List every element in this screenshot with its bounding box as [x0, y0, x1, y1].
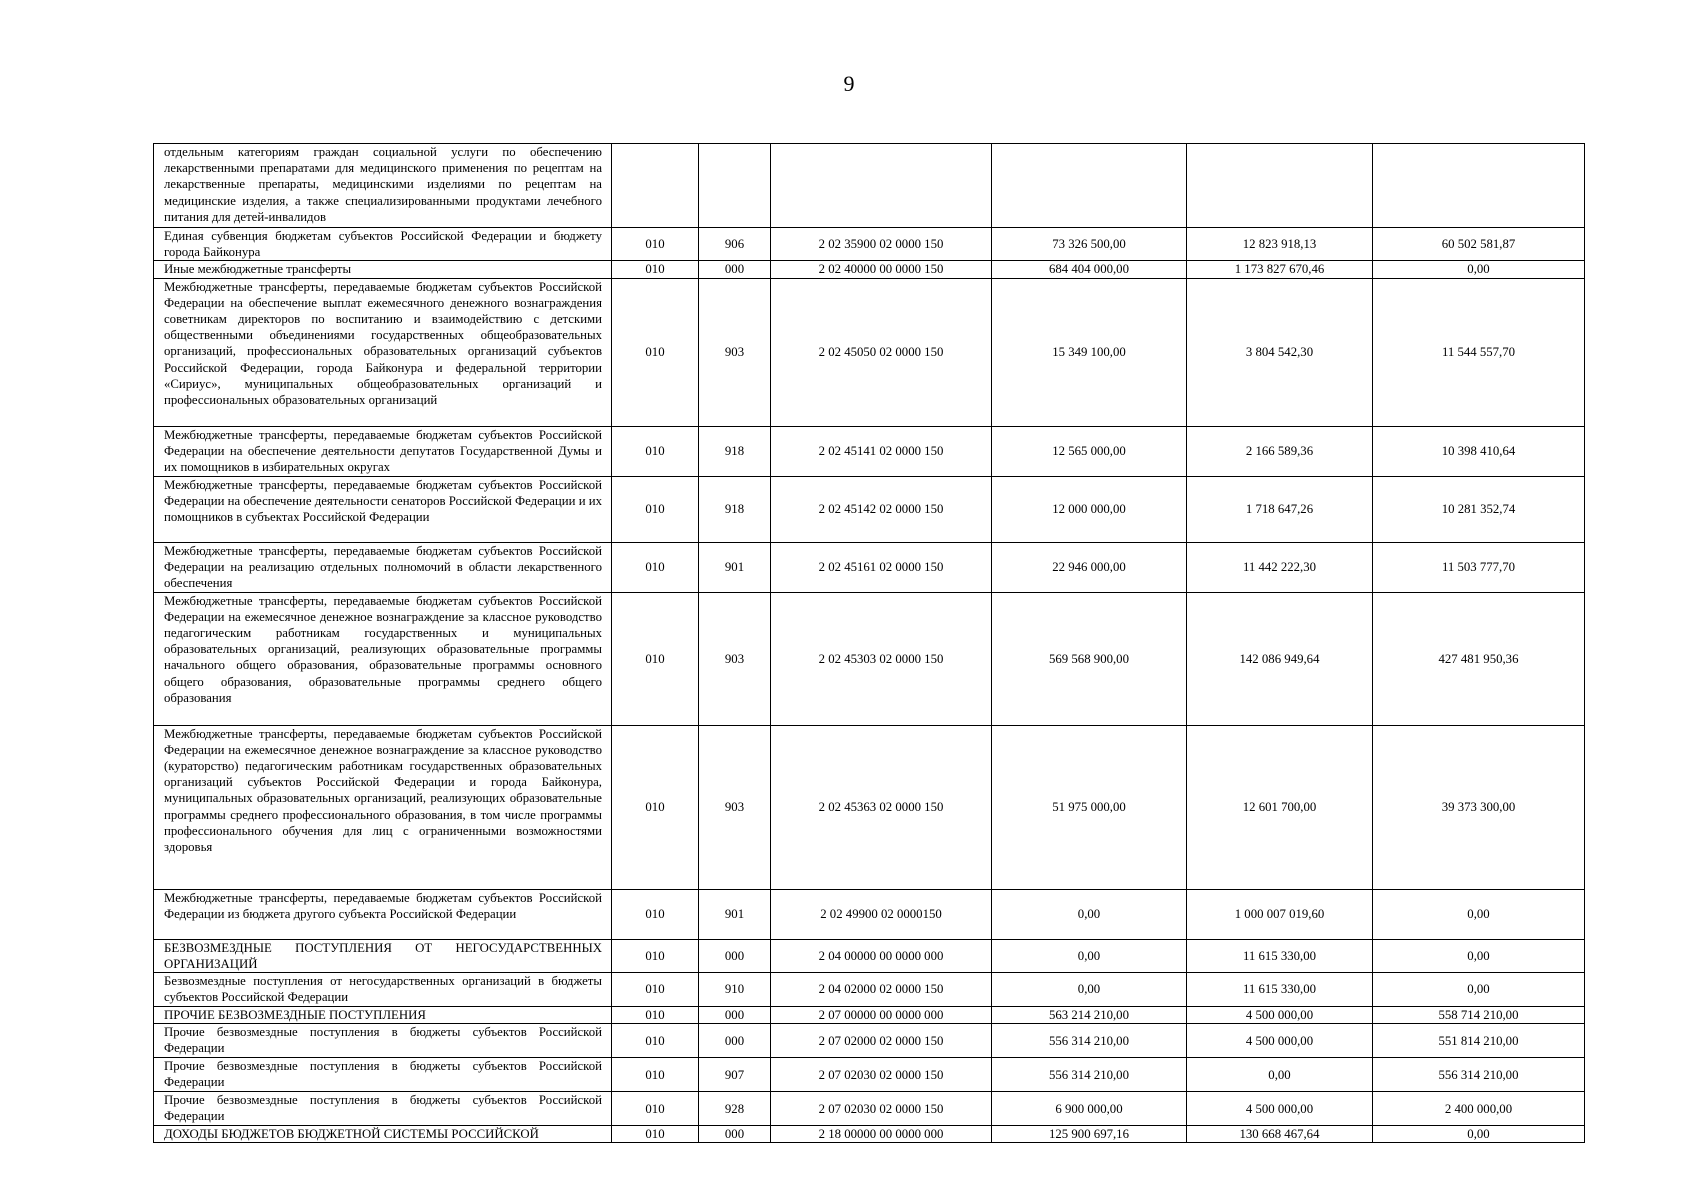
remainder-amount: 11 503 777,70 [1373, 542, 1585, 592]
remainder-amount: 60 502 581,87 [1373, 228, 1585, 261]
classifier-code: 000 [699, 1024, 771, 1058]
remainder-amount: 0,00 [1373, 889, 1585, 939]
executed-amount: 12 601 700,00 [1187, 725, 1373, 889]
row-description: Единая субвенция бюджетам субъектов Российской Федерации и бюджету города Байконура [154, 228, 612, 261]
row-description: БЕЗВОЗМЕЗДНЫЕ ПОСТУПЛЕНИЯ ОТ НЕГОСУДАРСТВЕННЫХ ОРГАНИЗАЦИЙ [154, 939, 612, 972]
remainder-amount: 551 814 210,00 [1373, 1024, 1585, 1058]
row-description: Безвозмездные поступления от негосударственных организаций в бюджеты субъектов Российской Федерации [154, 973, 612, 1007]
planned-amount: 556 314 210,00 [992, 1058, 1187, 1092]
classifier-code: 000 [699, 939, 771, 972]
admin-code: 010 [612, 1126, 699, 1143]
remainder-amount: 39 373 300,00 [1373, 725, 1585, 889]
remainder-amount: 10 281 352,74 [1373, 476, 1585, 542]
classifier-code: 903 [699, 725, 771, 889]
budget-code: 2 02 40000 00 0000 150 [771, 261, 992, 278]
admin-code: 010 [612, 426, 699, 476]
classifier-code: 918 [699, 426, 771, 476]
budget-code: 2 02 45050 02 0000 150 [771, 278, 992, 426]
table-row [154, 1126, 1585, 1143]
executed-amount: 3 804 542,30 [1187, 278, 1373, 426]
table-row [154, 725, 1585, 889]
executed-amount: 0,00 [1187, 1058, 1373, 1092]
planned-amount: 684 404 000,00 [992, 261, 1187, 278]
budget-code: 2 07 02000 02 0000 150 [771, 1024, 992, 1058]
planned-amount [992, 144, 1187, 228]
table-row [154, 144, 1585, 228]
table-row [154, 889, 1585, 939]
admin-code: 010 [612, 592, 699, 725]
admin-code [612, 144, 699, 228]
remainder-amount: 2 400 000,00 [1373, 1092, 1585, 1126]
classifier-code: 901 [699, 542, 771, 592]
classifier-code: 903 [699, 278, 771, 426]
classifier-code: 903 [699, 592, 771, 725]
remainder-amount: 11 544 557,70 [1373, 278, 1585, 426]
table-row [154, 426, 1585, 476]
classifier-code: 000 [699, 1126, 771, 1143]
remainder-amount: 10 398 410,64 [1373, 426, 1585, 476]
table-row [154, 1058, 1585, 1092]
planned-amount: 0,00 [992, 939, 1187, 972]
table-row [154, 1007, 1585, 1024]
remainder-amount: 0,00 [1373, 973, 1585, 1007]
remainder-amount: 556 314 210,00 [1373, 1058, 1585, 1092]
classifier-code [699, 144, 771, 228]
executed-amount [1187, 144, 1373, 228]
table-body [154, 144, 1585, 1143]
admin-code: 010 [612, 278, 699, 426]
planned-amount: 569 568 900,00 [992, 592, 1187, 725]
admin-code: 010 [612, 261, 699, 278]
budget-code: 2 02 45142 02 0000 150 [771, 476, 992, 542]
budget-code: 2 02 49900 02 0000150 [771, 889, 992, 939]
classifier-code: 907 [699, 1058, 771, 1092]
planned-amount: 73 326 500,00 [992, 228, 1187, 261]
planned-amount: 22 946 000,00 [992, 542, 1187, 592]
planned-amount: 15 349 100,00 [992, 278, 1187, 426]
executed-amount: 11 442 222,30 [1187, 542, 1373, 592]
budget-code: 2 18 00000 00 0000 000 [771, 1126, 992, 1143]
executed-amount: 11 615 330,00 [1187, 939, 1373, 972]
budget-revenue-table [153, 143, 1585, 1143]
executed-amount: 1 173 827 670,46 [1187, 261, 1373, 278]
executed-amount: 130 668 467,64 [1187, 1126, 1373, 1143]
classifier-code: 910 [699, 973, 771, 1007]
row-description: ДОХОДЫ БЮДЖЕТОВ БЮДЖЕТНОЙ СИСТЕМЫ РОССИЙСКОЙ [154, 1126, 612, 1143]
budget-code: 2 02 45303 02 0000 150 [771, 592, 992, 725]
executed-amount: 11 615 330,00 [1187, 973, 1373, 1007]
budget-code: 2 02 35900 02 0000 150 [771, 228, 992, 261]
budget-code: 2 07 02030 02 0000 150 [771, 1092, 992, 1126]
executed-amount: 1 000 007 019,60 [1187, 889, 1373, 939]
row-description: Межбюджетные трансферты, передаваемые бюджетам субъектов Российской Федерации на обеспечение деятельности депутатов Государственной Думы и их помощников в избирательных округах [154, 426, 612, 476]
executed-amount: 142 086 949,64 [1187, 592, 1373, 725]
table-row [154, 592, 1585, 725]
table-row [154, 261, 1585, 278]
page-number: 9 [843, 71, 855, 96]
row-description: Иные межбюджетные трансферты [154, 261, 612, 278]
admin-code: 010 [612, 1058, 699, 1092]
row-description: Межбюджетные трансферты, передаваемые бюджетам субъектов Российской Федерации на ежемесячное денежное вознаграждение за классное руководство (кураторство) педагогическим работникам государственных образовательных организаций субъектов Российской Федерации и города Байконура, муниципальных образовательных организаций, реализующих образовательные программы среднего профессионального образования, в том числе программы профессионального обучения для лиц с ограниченными возможностями здоровья [154, 725, 612, 889]
row-description: Межбюджетные трансферты, передаваемые бюджетам субъектов Российской Федерации из бюджета другого субъекта Российской Федерации [154, 889, 612, 939]
table-row [154, 278, 1585, 426]
executed-amount: 12 823 918,13 [1187, 228, 1373, 261]
admin-code: 010 [612, 228, 699, 261]
planned-amount: 0,00 [992, 973, 1187, 1007]
classifier-code: 918 [699, 476, 771, 542]
budget-code: 2 02 45363 02 0000 150 [771, 725, 992, 889]
classifier-code: 901 [699, 889, 771, 939]
planned-amount: 0,00 [992, 889, 1187, 939]
budget-code: 2 02 45161 02 0000 150 [771, 542, 992, 592]
remainder-amount: 558 714 210,00 [1373, 1007, 1585, 1024]
admin-code: 010 [612, 725, 699, 889]
budget-code [771, 144, 992, 228]
admin-code: 010 [612, 1092, 699, 1126]
row-description: ПРОЧИЕ БЕЗВОЗМЕЗДНЫЕ ПОСТУПЛЕНИЯ [154, 1007, 612, 1024]
executed-amount: 1 718 647,26 [1187, 476, 1373, 542]
admin-code: 010 [612, 889, 699, 939]
budget-code: 2 02 45141 02 0000 150 [771, 426, 992, 476]
admin-code: 010 [612, 939, 699, 972]
classifier-code: 928 [699, 1092, 771, 1126]
budget-code: 2 04 00000 00 0000 000 [771, 939, 992, 972]
admin-code: 010 [612, 476, 699, 542]
remainder-amount: 0,00 [1373, 261, 1585, 278]
table-row [154, 973, 1585, 1007]
row-description: Прочие безвозмездные поступления в бюджеты субъектов Российской Федерации [154, 1092, 612, 1126]
row-description: Межбюджетные трансферты, передаваемые бюджетам субъектов Российской Федерации на реализацию отдельных полномочий в области лекарственного обеспечения [154, 542, 612, 592]
admin-code: 010 [612, 1007, 699, 1024]
planned-amount: 563 214 210,00 [992, 1007, 1187, 1024]
table-row [154, 228, 1585, 261]
planned-amount: 12 565 000,00 [992, 426, 1187, 476]
executed-amount: 4 500 000,00 [1187, 1092, 1373, 1126]
row-description: отдельным категориям граждан социальной услуги по обеспечению лекарственными препаратами для медицинского применения по рецептам на лекарственные препараты, медицинскими изделиями по рецептам на медицинские изделия, а также специализированными продуктами лечебного питания для детей-инвалидов [154, 144, 612, 228]
admin-code: 010 [612, 973, 699, 1007]
remainder-amount: 0,00 [1373, 939, 1585, 972]
admin-code: 010 [612, 1024, 699, 1058]
admin-code: 010 [612, 542, 699, 592]
table-row [154, 1024, 1585, 1058]
row-description: Межбюджетные трансферты, передаваемые бюджетам субъектов Российской Федерации на обеспечение выплат ежемесячного денежного вознаграждения советникам директоров по воспитанию и взаимодействию с детскими общественными объединениями государственных общеобразовательных организаций, профессиональных образовательных организаций субъектов Российской Федерации, города Байконура и федеральной территории «Сириус», муниципальных общеобразовательных организаций и профессиональных образовательных организаций [154, 278, 612, 426]
budget-code: 2 04 02000 02 0000 150 [771, 973, 992, 1007]
planned-amount: 556 314 210,00 [992, 1024, 1187, 1058]
remainder-amount [1373, 144, 1585, 228]
executed-amount: 2 166 589,36 [1187, 426, 1373, 476]
planned-amount: 125 900 697,16 [992, 1126, 1187, 1143]
row-description: Прочие безвозмездные поступления в бюджеты субъектов Российской Федерации [154, 1058, 612, 1092]
table-row [154, 476, 1585, 542]
row-description: Межбюджетные трансферты, передаваемые бюджетам субъектов Российской Федерации на обеспечение деятельности сенаторов Российской Федерации и их помощников в субъектах Российской Федерации [154, 476, 612, 542]
executed-amount: 4 500 000,00 [1187, 1024, 1373, 1058]
remainder-amount: 427 481 950,36 [1373, 592, 1585, 725]
row-description: Межбюджетные трансферты, передаваемые бюджетам субъектов Российской Федерации на ежемесячное денежное вознаграждение за классное руководство педагогическим работникам государственных и муниципальных образовательных организаций, реализующих образовательные программы начального общего образования, образовательные программы основного общего образования, образовательные программы среднего общего образования [154, 592, 612, 725]
table-row [154, 1092, 1585, 1126]
row-description: Прочие безвозмездные поступления в бюджеты субъектов Российской Федерации [154, 1024, 612, 1058]
planned-amount: 12 000 000,00 [992, 476, 1187, 542]
classifier-code: 000 [699, 261, 771, 278]
budget-code: 2 07 02030 02 0000 150 [771, 1058, 992, 1092]
table-row [154, 939, 1585, 972]
classifier-code: 000 [699, 1007, 771, 1024]
planned-amount: 51 975 000,00 [992, 725, 1187, 889]
classifier-code: 906 [699, 228, 771, 261]
executed-amount: 4 500 000,00 [1187, 1007, 1373, 1024]
table-row [154, 542, 1585, 592]
planned-amount: 6 900 000,00 [992, 1092, 1187, 1126]
budget-code: 2 07 00000 00 0000 000 [771, 1007, 992, 1024]
remainder-amount: 0,00 [1373, 1126, 1585, 1143]
